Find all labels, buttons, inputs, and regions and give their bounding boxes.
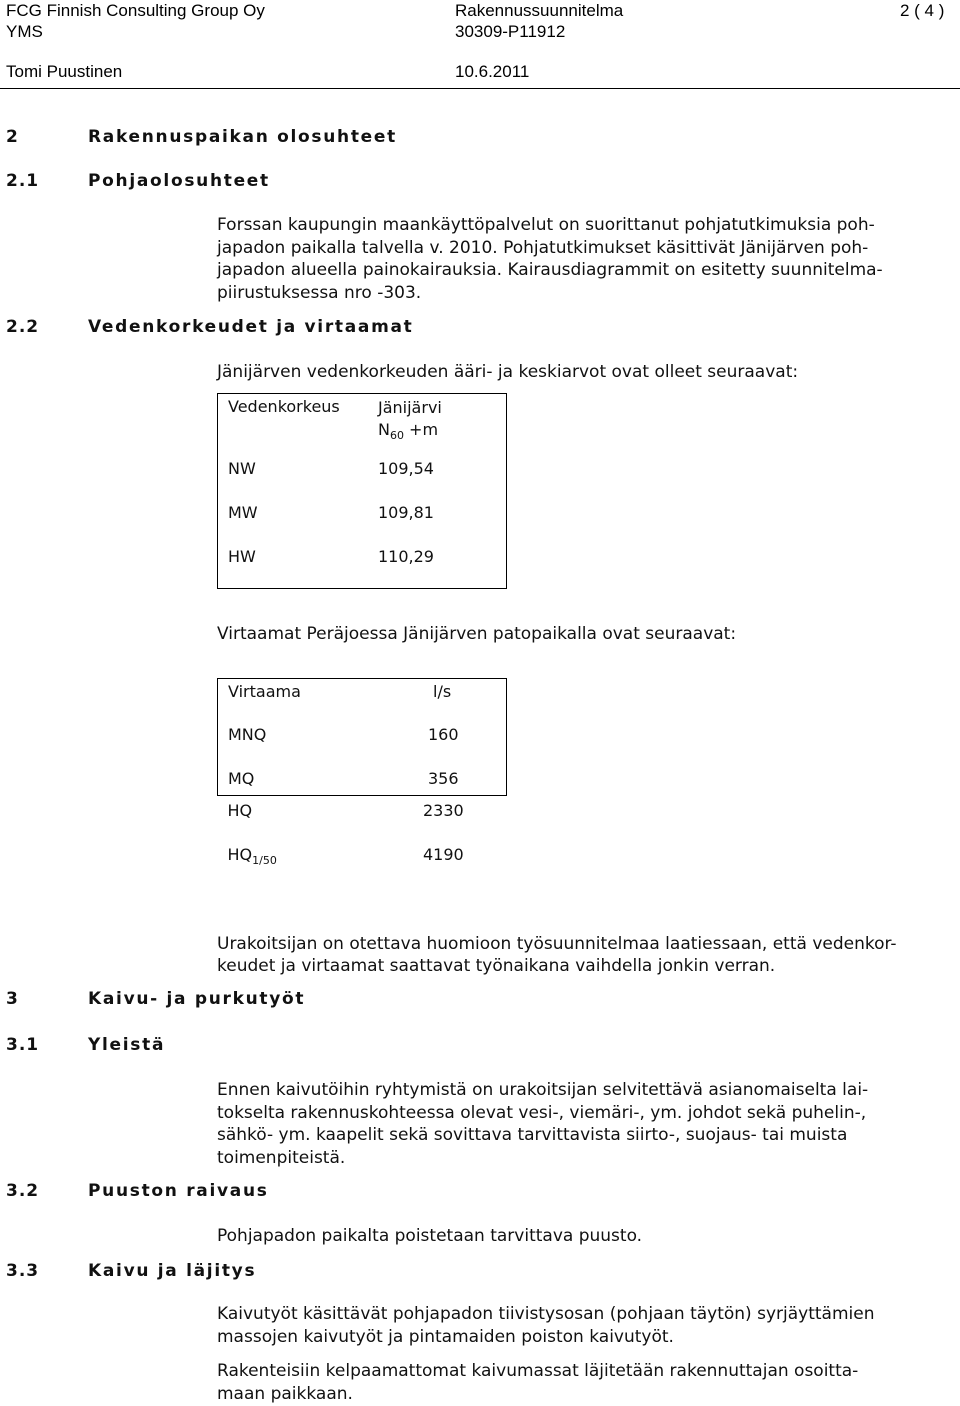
table-cell: 2330 xyxy=(423,801,464,820)
heading-section-3-1 xyxy=(6,1034,165,1056)
paragraph-pohjaolosuhteet xyxy=(217,214,883,304)
header-doc-number: 30309-P11912 xyxy=(455,22,566,41)
heading-title: Puuston raivaus xyxy=(88,1181,269,1201)
table-cell: MNQ xyxy=(228,724,267,744)
paragraph-puuston-raivaus: Pohjapadon paikalta poistetaan tarvittava puusto. xyxy=(217,1226,643,1246)
text-line: keudet ja virtaamat saattavat työnaikana vaihdella jonkin verran. xyxy=(217,956,776,976)
heading-title: Pohjaolosuhteet xyxy=(88,171,270,191)
table-cell: NW xyxy=(228,458,256,478)
table-cell xyxy=(218,840,369,884)
flow-intro: Virtaamat Peräjoessa Jänijärven patopaikalla ovat seuraavat: xyxy=(217,624,737,644)
table-cell: 109,54 xyxy=(378,458,434,478)
table-row xyxy=(218,547,507,589)
column-title: Jänijärvi xyxy=(378,398,442,417)
paragraph-kaivu xyxy=(217,1303,874,1348)
text-line: Urakoitsijan on otettava huomioon työsuunnitelmaa laatiessaan, että vedenkor- xyxy=(217,934,897,954)
heading-section-2-2 xyxy=(6,316,414,338)
paragraph-yleista xyxy=(217,1079,868,1169)
table-row xyxy=(218,796,507,840)
heading-number: 3.3 xyxy=(6,1261,40,1281)
table-row xyxy=(218,503,507,547)
heading-number: 2.2 xyxy=(6,317,40,337)
table-cell: HQ xyxy=(227,801,253,820)
heading-title: Rakennuspaikan olosuhteet xyxy=(88,127,397,147)
header-department: YMS xyxy=(6,22,43,41)
header-company: FCG Finnish Consulting Group Oy xyxy=(6,1,265,20)
header-date: 10.6.2011 xyxy=(455,62,530,81)
text-line: Ennen kaivutöihin ryhtymistä on urakoitsijan selvitettävä asianomaiselta lai- xyxy=(217,1080,869,1100)
heading-section-3 xyxy=(6,988,305,1010)
table-row xyxy=(218,840,507,884)
flow-label: HQ xyxy=(227,844,253,864)
table-cell: 110,29 xyxy=(378,546,434,566)
table-row xyxy=(218,752,507,796)
text-line: tokselta rakennuskohteessa olevat vesi-, viemäri-, ym. johdot sekä puhelin-, xyxy=(217,1102,867,1123)
heading-section-3-3 xyxy=(6,1260,256,1282)
text-line: maan paikkaan. xyxy=(217,1383,353,1404)
heading-title: Vedenkorkeudet ja virtaamat xyxy=(88,317,414,337)
heading-number: 3 xyxy=(6,989,19,1009)
flow-table xyxy=(217,678,507,884)
heading-title: Kaivu ja läjitys xyxy=(88,1261,257,1281)
heading-section-2-1 xyxy=(6,170,270,192)
text-line: massojen kaivutyöt ja pintamaiden poiston kaivutyöt. xyxy=(217,1326,674,1347)
table-cell: 4190 xyxy=(423,844,464,864)
text-line: Kaivutyöt käsittävät pohjapadon tiivistysosan (pohjaan täytön) syrjäyttämien xyxy=(217,1304,875,1324)
height-system-unit: +m xyxy=(403,420,439,439)
heading-title: Kaivu- ja purkutyöt xyxy=(88,989,306,1009)
heading-number: 2 xyxy=(6,127,19,147)
table-header-row xyxy=(218,679,507,708)
flow-label-subscript: 1/50 xyxy=(252,853,277,867)
text-line: japadon alueella painokairauksia. Kairausdiagrammit on esitetty suunnitelma- xyxy=(217,260,883,280)
table-header-row xyxy=(218,394,507,459)
header-author: Tomi Puustinen xyxy=(6,62,123,81)
paragraph-lajitys xyxy=(217,1360,858,1405)
table-cell: 160 xyxy=(428,724,459,744)
table-header-cell xyxy=(368,394,507,459)
heading-number: 3.2 xyxy=(6,1181,40,1201)
heading-section-2 xyxy=(6,126,397,148)
water-level-table xyxy=(217,393,507,589)
text-line: Forssan kaupungin maankäyttöpalvelut on suorittanut pohjatutkimuksia poh- xyxy=(217,215,875,235)
contractor-note xyxy=(217,933,952,977)
text-line: japadon paikalla talvella v. 2010. Pohjatutkimukset käsittivät Jänijärven poh- xyxy=(217,237,869,258)
heading-number: 2.1 xyxy=(6,171,40,191)
text-line: toimenpiteistä. xyxy=(217,1147,346,1168)
text-line: Rakenteisiin kelpaamattomat kaivumassat läjitetään rakennuttajan osoitta- xyxy=(217,1361,859,1381)
text-line: sähkö- ym. kaapelit sekä sovittava tarvittavista siirto-, suojaus- tai muista xyxy=(217,1125,848,1145)
header-divider xyxy=(0,88,960,89)
table-header-cell: Vedenkorkeus xyxy=(228,397,340,416)
table-header-cell: Virtaama xyxy=(228,682,301,701)
table-row xyxy=(218,708,507,752)
text-line: piirustuksessa nro -303. xyxy=(217,282,422,303)
table-header-cell: l/s xyxy=(433,682,452,701)
table-cell: HW xyxy=(228,546,256,566)
heading-number: 3.1 xyxy=(6,1035,40,1055)
header-doc-type: Rakennussuunnitelma xyxy=(455,1,624,20)
table-cell: 109,81 xyxy=(378,502,434,522)
height-system-subscript: 60 xyxy=(389,429,404,442)
table-cell: MW xyxy=(228,502,258,522)
heading-section-3-2 xyxy=(6,1180,269,1202)
table-cell: MQ xyxy=(228,768,255,788)
header-page-number: 2 ( 4 ) xyxy=(900,1,945,20)
height-system-n: N xyxy=(378,420,390,439)
table-cell: 356 xyxy=(428,768,459,788)
table-row xyxy=(218,459,507,503)
heading-title: Yleistä xyxy=(88,1035,166,1055)
water-level-intro: Jänijärven vedenkorkeuden ääri- ja keskiarvot ovat olleet seuraavat: xyxy=(217,362,799,382)
